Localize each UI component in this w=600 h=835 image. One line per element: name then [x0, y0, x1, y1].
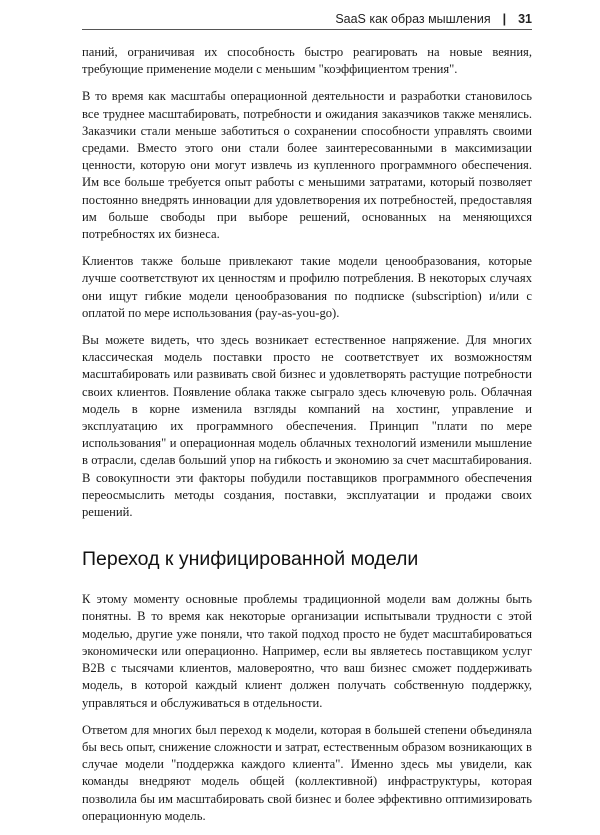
page-number: 31	[518, 12, 532, 26]
page-body	[82, 44, 532, 835]
paragraph: Клиентов также больше привлекают такие модели ценообразования, которые лучше соответствуют их ценностям и профилю потребления. В некоторых случаях они ищут гибкие модели ценообразования по подписке (subscription) и/или с оплатой по мере использования (pay-as-you-go).	[82, 254, 532, 320]
book-title: SaaS как образ мышления	[335, 12, 491, 26]
paragraph: паний, ограничивая их способность быстро реагировать на новые веяния, требующие применение модели с меньшим "коэффициентом трения".	[82, 45, 532, 77]
paragraph: В то время как масштабы операционной деятельности и разработки становилось все труднее масштабировать, потребности и ожидания заказчиков также менялись. Заказчики стали меньше заботиться о сохранении способности управлять своими средами. Вместо этого они стали более заинтересованными в максимизации ценности, которую они могут извлечь из купленного программного обеспечения. Им все больше требуется опыт работы с меньшими затратами, который позволяет постоянно внедрять инновации для удовлетворения их потребностей, предоставляя им больше свободы при выборе решений, основанных на меняющихся потребностях их бизнеса.	[82, 89, 532, 242]
paragraph: Ответом для многих был переход к модели, которая в большей степени объединяла бы весь опыт, снижение сложности и затрат, естественным образом возникающих в случае модели "поддержка каждого клиента". Именно здесь мы увидели, как команды внедряют модель общей (коллективной) инфраструктуры, которая позволила бы им масштабировать свой бизнес и более эффективно оптимизировать операционную модель.	[82, 722, 532, 823]
header-separator: |	[502, 12, 507, 26]
running-head	[82, 12, 532, 30]
paragraph: Вы можете видеть, что здесь возникает естественное напряжение. Для многих классическая модель поставки просто не соответствует их возможностям масштабировать или развивать свой бизнес и удовлетворять растущие потребности своих клиентов. Появление облака также сыграло здесь ключевую роль. Облачная модель в корне изменила взгляды компаний на хостинг, управление и эксплуатацию их программного обеспечения. Принцип "плати по мере использования" и операционная модель облачных технологий изменили мышление в отрасли, сделав больший упор на гибкость и экономию за счет масштабирования. В совокупности эти факторы побудили поставщиков программного обеспечения переосмыслить методы создания, поставки, эксплуатации и продажи своих решений.	[82, 333, 532, 520]
paragraph: К этому моменту основные проблемы традиционной модели вам должны быть понятны. В то время как некоторые организации испытывали трудности с этой моделью, другие уже поняли, что такой подход просто не будет масштабироваться экономически или операционно. Например, если вы являетесь поставщиком услуг B2B с тысячами клиентов, маловероятно, что ваш бизнес сможет поддерживать модель, в которой каждый клиент должен получать собственную поддержку, управляться и обслуживаться в отдельности.	[82, 592, 532, 710]
section-heading: Переход к унифицированной модели	[82, 548, 419, 571]
